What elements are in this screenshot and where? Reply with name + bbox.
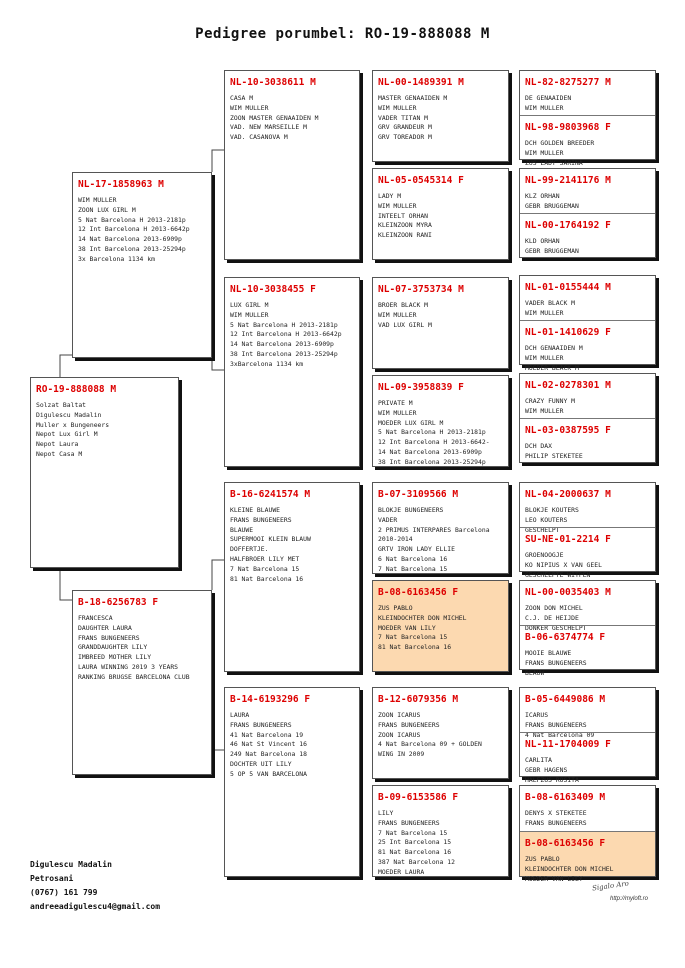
info-line: GESCHELPTE WITPEN [525, 570, 591, 579]
website-link[interactable]: http://myloft.ro [610, 896, 649, 902]
info-line: MOOIE BLAUWE [525, 649, 572, 657]
ring-number: RO-19-888088 M [36, 384, 117, 395]
info-line: C.J. DE HEIJDE [525, 613, 579, 622]
dam-card[interactable] [72, 590, 212, 775]
gen4-entry[interactable] [520, 418, 655, 462]
info-line: DCH DAX [525, 442, 552, 450]
sire-card[interactable] [72, 172, 212, 358]
info-line: VADER TITAN M [378, 113, 429, 122]
info-line: GRTV IRON LADY ELLIE [378, 545, 455, 554]
gen4-pair-2 [519, 168, 656, 258]
info-line: 387 Nat Barcelona 12 [378, 857, 455, 866]
info-line: 14 Nat Barcelona 2013-6909p [230, 340, 334, 349]
info-line: 3xBarcelona 1134 km [230, 359, 304, 368]
gen4-entry[interactable] [520, 527, 655, 579]
info-line: ZOON ICARUS [378, 730, 421, 739]
ring-number: NL-00-1489391 M [378, 77, 464, 88]
info-line: FRANCESCA [78, 614, 113, 622]
gen4-entry[interactable] [520, 374, 655, 418]
ring-number: NL-05-0545314 F [378, 175, 464, 186]
ring-number: B-12-6079356 M [378, 694, 459, 705]
info-line: GEBR HAGENS [525, 765, 568, 774]
info-line: 38 Int Barcelona 2013-25294p [78, 244, 186, 253]
info-line: FRANS BUNGENEERS [230, 515, 292, 524]
info-line: PRIVATE M [378, 399, 413, 407]
ring-number: NL-09-3958839 F [378, 382, 464, 393]
info-line: GRV TOREADOR M [378, 133, 432, 142]
info-line: BLAUW [525, 668, 545, 677]
info-line: ZUS PABLO [378, 604, 413, 612]
gen4-pair-7 [519, 687, 656, 784]
info-line: KO NIPIUS X VAN GEEL [525, 560, 602, 569]
gen4-entry-highlighted[interactable] [520, 831, 655, 883]
info-line: MASTER GENAAIDEN M [378, 94, 448, 102]
info-line: SUPERMOOI KLEIN BLAUW [230, 535, 311, 544]
gen3-card-5[interactable] [372, 482, 509, 574]
ring-number: NL-03-0387595 F [525, 425, 611, 436]
info-line: 5 Nat Barcelona H 2013-2181p [378, 428, 486, 437]
owner-info [30, 858, 160, 914]
ring-number: NL-98-9803968 F [525, 122, 611, 133]
info-line: WIM MULLER [525, 406, 564, 415]
info-line: VAD LUX GIRL M [378, 320, 432, 329]
info-line: KLZ ORHAN [525, 192, 560, 200]
info-line: 6 Nat Barcelona 16 [378, 554, 448, 563]
info-line: 2010-2014 [378, 535, 413, 544]
info-line: 81 Nat Barcelona 16 [230, 574, 304, 583]
info-line: BROER BLACK M [378, 301, 429, 309]
ring-number: B-07-3109566 M [378, 489, 459, 500]
info-line: HALFZUS ROSITA [525, 775, 579, 784]
info-line: 7 Nat Barcelona 15 [378, 564, 448, 573]
info-line: BLAUWE [230, 525, 254, 534]
ring-number: NL-10-3038455 F [230, 284, 316, 295]
info-line: DOCHTER UIT LILY [230, 759, 292, 768]
info-line: PHILIP STEKETEE [525, 451, 583, 460]
ring-number: NL-00-1764192 F [525, 220, 611, 231]
gen4-pair-3 [519, 275, 656, 372]
info-line: LILY [378, 809, 394, 817]
info-line: VADER [378, 515, 398, 524]
gen4-entry[interactable] [520, 625, 655, 677]
info-line: ZOON LUX GIRL M [78, 205, 136, 214]
info-line: LUX GIRL M [230, 301, 269, 309]
gen3-card-1[interactable] [372, 70, 509, 162]
info-line: INTEELT ORHAN [378, 211, 429, 220]
ring-number: NL-82-8275277 M [525, 77, 611, 88]
subject-card[interactable] [30, 377, 179, 568]
gen3-card-3[interactable] [372, 277, 509, 369]
info-line: WIM MULLER [378, 201, 417, 210]
gen4-pair-4 [519, 373, 656, 463]
info-line: WIM MULLER [525, 308, 564, 317]
info-line: GEBR BRUGGEMAN [525, 201, 579, 210]
ring-number: B-16-6241574 M [230, 489, 311, 500]
info-line: LAURA [230, 711, 250, 719]
ring-number: NL-07-3753734 M [378, 284, 464, 295]
info-line: GRV GRANDEUR M [378, 123, 432, 132]
ring-number: B-08-6163456 F [525, 838, 606, 849]
info-line: 7 Nat Barcelona 15 [378, 633, 448, 642]
gen4-entry[interactable] [520, 71, 655, 115]
info-line: MOEDER LAURA [378, 867, 425, 876]
info-line: VAD. NEW MARSEILLE M [230, 123, 307, 132]
info-line: GROENOOGJE [525, 551, 564, 559]
gen4-entry[interactable] [520, 213, 655, 257]
info-line: WIM MULLER [525, 103, 564, 112]
gen3-card-2[interactable] [372, 168, 509, 260]
gen3-card-4[interactable] [372, 375, 509, 467]
info-line: 2 PRIMUS INTERPARES Barcelona [378, 525, 490, 534]
ring-number: NL-00-0035403 M [525, 587, 611, 598]
info-line: KLEINE BLAUWE [230, 506, 281, 514]
gen4-pair-8 [519, 785, 656, 883]
info-line: 81 Nat Barcelona 16 [378, 848, 452, 857]
info-line: 25 Int Barcelona 15 [378, 838, 452, 847]
gen3-card-6[interactable] [372, 580, 509, 672]
info-line: KLEINDOCHTER DON MICHEL [378, 613, 467, 622]
info-line: KLD ORHAN [525, 237, 560, 245]
ring-number: NL-01-1410629 F [525, 327, 611, 338]
gen4-entry[interactable] [520, 115, 655, 167]
gen3-card-7[interactable] [372, 687, 509, 779]
info-line: 14 Nat Barcelona 2013-6909p [378, 447, 482, 456]
info-line: ICARUS [525, 711, 549, 719]
info-line: CRAZY FUNNY M [525, 397, 576, 405]
ring-number: B-18-6256783 F [78, 597, 159, 608]
info-line: 3x Barcelona 1134 km [78, 254, 155, 263]
info-line: 38 Int Barcelona 2013-25294p [378, 457, 486, 466]
info-line: GESCHELPT [525, 525, 560, 534]
info-line: KLEINDOCHTER DON MICHEL [525, 864, 614, 873]
ring-number: NL-11-1704009 F [525, 739, 611, 750]
info-line: WIM MULLER [230, 310, 269, 319]
info-line: ZUS PABLO [525, 855, 560, 863]
ring-number: NL-10-3038611 M [230, 77, 316, 88]
info-line: DOFFERTJE. [230, 545, 269, 554]
info-line: ZOON MASTER GENAAIDEN M [230, 113, 319, 122]
ring-number: B-14-6193296 F [230, 694, 311, 705]
info-line: VADER BLACK M [525, 299, 576, 307]
gen4-pair-1 [519, 70, 656, 167]
info-line: 5 Nat Barcelona H 2013-2181p [230, 320, 338, 329]
info-line: RANKING BRUGSE BARCELONA CLUB [78, 672, 190, 681]
info-line: KLEINZOON MYRA [378, 221, 432, 230]
ring-number: B-05-6449086 M [525, 694, 606, 705]
gen4-pair-5 [519, 482, 656, 579]
info-line: LADY M [378, 192, 402, 200]
info-line: 14 Nat Barcelona 2013-6909p [78, 235, 182, 244]
info-line: 41 Nat Barcelona 19 [230, 730, 304, 739]
info-line: GRANDDAUGHTER LILY [78, 643, 148, 652]
granddam-maternal-card[interactable] [224, 687, 360, 877]
info-line: CASA M [230, 94, 254, 102]
gen4-entry[interactable] [520, 786, 655, 831]
signature: Sigalo Aro [591, 879, 630, 893]
info-line: WIM MULLER [230, 103, 269, 112]
owner-email[interactable]: andreeadigulescu4@gmail.com [30, 902, 161, 911]
info-line: DAUGHTER LAURA [78, 623, 132, 632]
info-line: WIM MULLER [525, 148, 564, 157]
info-line: FRANS BUNGENEERS [525, 818, 587, 827]
info-line: VAD. CASANOVA M [230, 133, 288, 142]
owner-phone: (0767) 161 799 [30, 888, 98, 897]
grandsire-paternal-card[interactable] [224, 70, 360, 260]
info-line: Muller x Bungeneers [36, 420, 110, 429]
gen4-entry[interactable] [520, 483, 655, 534]
ring-number: B-08-6163456 F [378, 587, 459, 598]
info-line: 4 Nat Barcelona 09 [525, 730, 595, 739]
info-line: MOEDER LUX GIRL M [378, 418, 444, 427]
info-line: 4 Nat Barcelona 09 + GOLDEN [378, 740, 482, 749]
info-line: FRANS BUNGENEERS [78, 633, 140, 642]
info-line: DCH GOLDEN BREEDER [525, 139, 595, 147]
info-line: HALFBROER LILY MET [230, 554, 300, 563]
info-line: Nepot Lux Girl M [36, 430, 98, 439]
info-line: WIM MULLER [525, 353, 564, 362]
info-line: BLOKJE KOUTERS [525, 506, 579, 514]
info-line: DCH GENAAIDEN M [525, 344, 583, 352]
gen3-card-8[interactable] [372, 785, 509, 877]
info-line: 38 Int Barcelona 2013-25294p [230, 349, 338, 358]
info-line: 81 Nat Barcelona 16 [378, 643, 452, 652]
gen4-entry[interactable] [520, 581, 655, 632]
info-line: Nepot Casa M [36, 449, 83, 458]
info-line: 5 OP 5 VAN BARCELONA [230, 769, 307, 778]
ring-number: SU-NE-01-2214 F [525, 534, 611, 545]
info-line: WIM MULLER [378, 310, 417, 319]
info-line: IMBREED MOTHER LILY [78, 653, 152, 662]
info-line: ZOON ICARUS [378, 711, 421, 719]
info-line: KLEINZOON RANI [378, 231, 432, 240]
info-line: WIM MULLER [378, 408, 417, 417]
gen4-entry[interactable] [520, 732, 655, 784]
gen4-entry[interactable] [520, 276, 655, 320]
ring-number: NL-17-1858963 M [78, 179, 164, 190]
info-line: 7 Nat Barcelona 15 [230, 564, 300, 573]
info-line: BLOKJE BUNGENEERS [378, 506, 444, 514]
ring-number: B-08-6163409 M [525, 792, 606, 803]
info-line: CARLITA [525, 756, 552, 764]
info-line: WIM MULLER [78, 196, 117, 204]
info-line: DONKER GESCHELPT [525, 623, 587, 632]
info-line: DENYS X STEKETEE [525, 809, 587, 817]
info-line: Digulescu Madalin [36, 410, 102, 419]
gen4-entry[interactable] [520, 320, 655, 372]
info-line: FRANS BUNGENEERS [525, 658, 587, 667]
info-line: Solzat Baltat [36, 401, 87, 409]
owner-city: Petrosani [30, 874, 74, 883]
info-line: FRANS BUNGENEERS [230, 720, 292, 729]
info-line: WING IN 2009 [378, 750, 425, 759]
ring-number: B-09-6153586 F [378, 792, 459, 803]
ring-number: NL-04-2000637 M [525, 489, 611, 500]
info-line: MOEDER VAN LILY [378, 623, 436, 632]
ring-number: NL-02-0278301 M [525, 380, 611, 391]
page-title: Pedigree porumbel: RO-19-888088 M [195, 26, 490, 42]
info-line: 249 Nat Barcelona 18 [230, 750, 307, 759]
gen4-entry[interactable] [520, 169, 655, 213]
info-line: FRANS BUNGENEERS [378, 720, 440, 729]
info-line: 7 Nat Barcelona 15 [378, 828, 448, 837]
info-line: DE GENAAIDEN [525, 94, 572, 102]
ring-number: B-06-6374774 F [525, 632, 606, 643]
info-line: ZOON DON MICHEL [525, 604, 583, 612]
ring-number: NL-99-2141176 M [525, 175, 611, 186]
info-line: WIM MULLER [378, 103, 417, 112]
gen4-pair-6 [519, 580, 656, 677]
gen4-entry[interactable] [520, 688, 655, 739]
info-line: Nepot Laura [36, 440, 79, 449]
info-line: 12 Int Barcelona H 2013-6642p [230, 330, 342, 339]
info-line: LAURA WINNING 2019 3 YEARS [78, 662, 179, 671]
ring-number: NL-01-0155444 M [525, 282, 611, 293]
granddam-paternal-card[interactable] [224, 277, 360, 467]
info-line: 46 Nat St Vincent 16 [230, 740, 307, 749]
info-line: GEBR BRUGGEMAN [525, 246, 579, 255]
grandsire-maternal-card[interactable] [224, 482, 360, 672]
info-line: LEO KOUTERS [525, 515, 568, 524]
info-line: MOEDER VAN LILY [525, 874, 583, 883]
info-line: MOEDER BLACK M [525, 363, 579, 372]
info-line: 5 Nat Barcelona H 2013-2181p [78, 215, 186, 224]
info-line: 12 Int Barcelona H 2013-6642p [78, 225, 190, 234]
info-line: ZUS LADY SARINA [525, 158, 583, 167]
info-line: 12 Int Barcelona H 2013-6642- [378, 438, 490, 447]
info-line: FRANS BUNGENEERS [525, 720, 587, 729]
info-line: FRANS BUNGENEERS [378, 818, 440, 827]
owner-name: Digulescu Madalin [30, 860, 112, 869]
